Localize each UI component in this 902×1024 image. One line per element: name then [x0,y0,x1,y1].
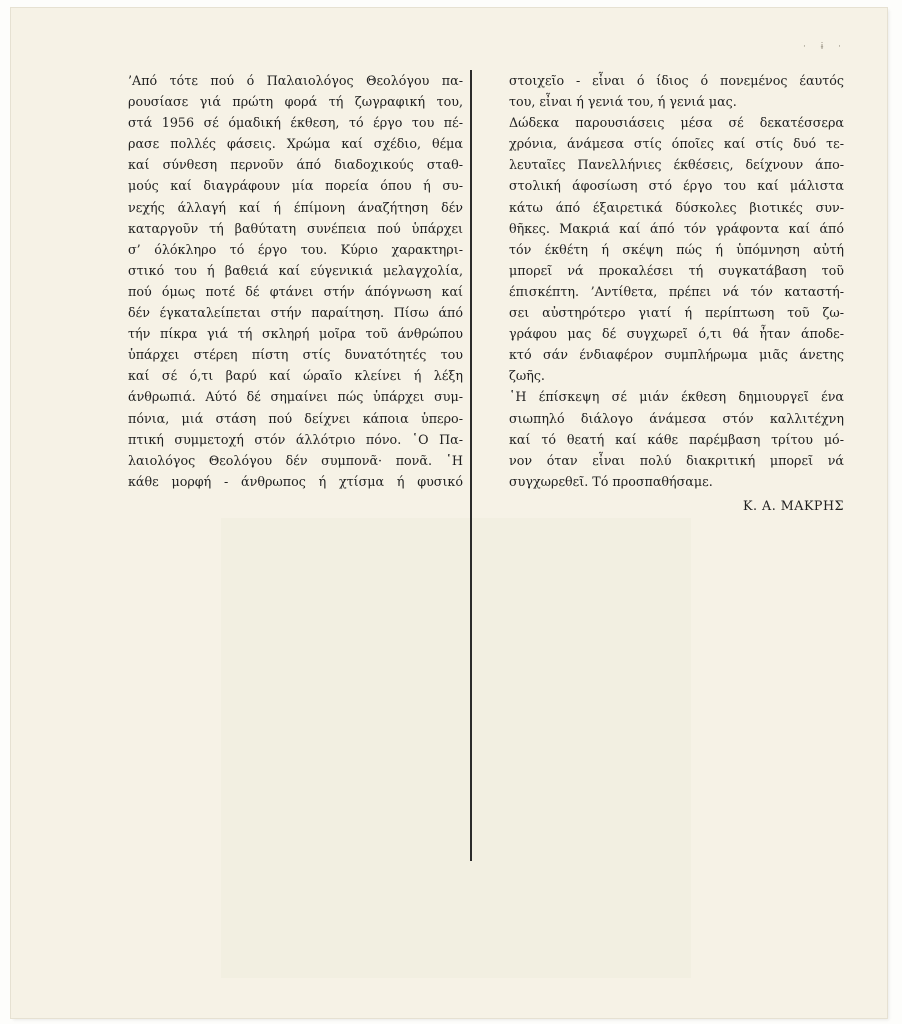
text-line: λαιολόγος Θεολόγου δέν συμπονᾶ· πονᾶ. ῾Η [128,452,463,468]
text-line: καί τό θεατή καί κάθε παρέμβαση τρίτου μό- [509,431,844,447]
text-line: άνθρωπιά. Αύτό δέ σημαίνει πώς ὑπάρχει συμ- [128,389,463,405]
text-line: καί σύνθεση περνοῦν άπό διαδοχικούς σταθ- [128,157,463,173]
text-line: του, εἶναι ή γενιά του, ή γενιά μας. [509,94,737,110]
text-line: ῾Η έπίσκεψη σέ μιάν έκθεση δημιουργεῖ ένα [509,389,844,405]
text-line: μπορεῖ νά προκαλέσει τή συγκατάβαση τοῦ [509,262,844,278]
text-line: πτική συμμετοχή στόν άλλότριο πόνο. ῾Ο Πα- [128,431,463,447]
right-column [509,70,844,516]
text-line: ὑπάρχει στέρεη πίστη στίς δυνατότητές του [128,347,463,363]
text-line: κάθε μορφή - άνθρωπος ή χτίσμα ή φυσικό [128,473,463,489]
text-line: τόν έκθέτη ή σκέψη πώς ή ὑπόμνηση αὐτή [509,241,844,257]
text-line: πόνια, μιά στάση πού δείχνει κάποια ὑπερο- [128,410,463,426]
text-line: λευταῖες Πανελλήνιες έκθέσεις, δείχνουν άπο- [509,157,844,173]
text-line: νον όταν εἶναι πολύ διακριτική μπορεῖ νά [509,452,844,468]
text-line: στικό του ή βαθειά καί εύγενικιά μελαγχολία, [128,262,463,278]
text-line: ζωῆς. [509,368,545,384]
author-signature: Κ. Α. ΜΑΚΡΗΣ [743,497,844,513]
text-line: στολική άφοσίωση στό έργο του καί μάλιστα [509,178,844,194]
text-line: στά 1956 σέ όμαδική έκθεση, τό έργο του πέ- [128,115,463,131]
text-line: ’Από τότε πού ό Παλαιολόγος Θεολόγου πα- [128,73,463,88]
text-line: καί σέ ό,τι βαρύ καί ώραῖο κλείνει ή λέξη [128,368,463,384]
text-line: ρασε πολλές φάσεις. Χρώμα καί σχέδιο, θέμα [128,136,463,152]
show-through-image [221,518,691,978]
text-line: σει αὐστηρότερο γιατί ή περίπτωση τοῦ ζω- [509,305,844,321]
text-line: θῆκες. Μακριά καί άπό τόν γράφοντα καί άπό [509,220,844,236]
text-line: γράφου μας δέ συγχωρεῖ ό,τι θά ἦταν άποδε- [509,326,844,342]
text-line: κάτω άπό έξαιρετικά δύσκολες βιοτικές συν- [509,199,844,215]
text-line: ρουσίασε γιά πρώτη φορά τή ζωγραφική του, [128,94,463,110]
text-line: Δώδεκα παρουσιάσεις μέσα σέ δεκατέσσερα [509,115,844,131]
text-line: στοιχεῖο - εἶναι ό ίδιος ό πονεμένος έαυτός [509,73,844,88]
text-line: συγχωρεθεῖ. Τό προσπαθήσαμε. [509,473,713,489]
text-line: σ’ όλόκληρο τό έργο του. Κύριο χαρακτηρι- [128,241,463,257]
text-line: έπισκέπτη. ’Αντίθετα, πρέπει νά τόν καταστή- [509,283,844,299]
text-line: πού όμως ποτέ δέ φτάνει στήν άπόγνωση καί [128,283,463,299]
text-line: καταργοῦν τή βαθύτατη συνέπεια πού ὑπάρχει [128,220,463,236]
text-line: σιωπηλό διάλογο άνάμεσα στόν καλλιτέχνη [509,410,844,426]
text-line: νεχής άλλαγή καί ή έπίμονη άναζήτηση δέν [128,199,463,215]
text-line: χρόνια, άνάμεσα στίς όποῖες καί στίς δυό τε- [509,136,844,152]
text-line: δέν έγκαταλείπεται στήν παραίτηση. Πίσω άπό [128,305,463,321]
text-line: τήν πίκρα γιά τή σκληρή μοῖρα τοῦ άνθρώπου [128,326,463,342]
column-divider [470,70,472,861]
text-line: μούς καί διαγράφουν μία πορεία όπου ή συ- [128,178,463,194]
margin-marks: · ɨ · [803,42,847,52]
left-column [128,70,463,492]
text-line: κτό σάν ένδιαφέρον συμπλήρωμα μιᾶς άνετης [509,347,844,363]
